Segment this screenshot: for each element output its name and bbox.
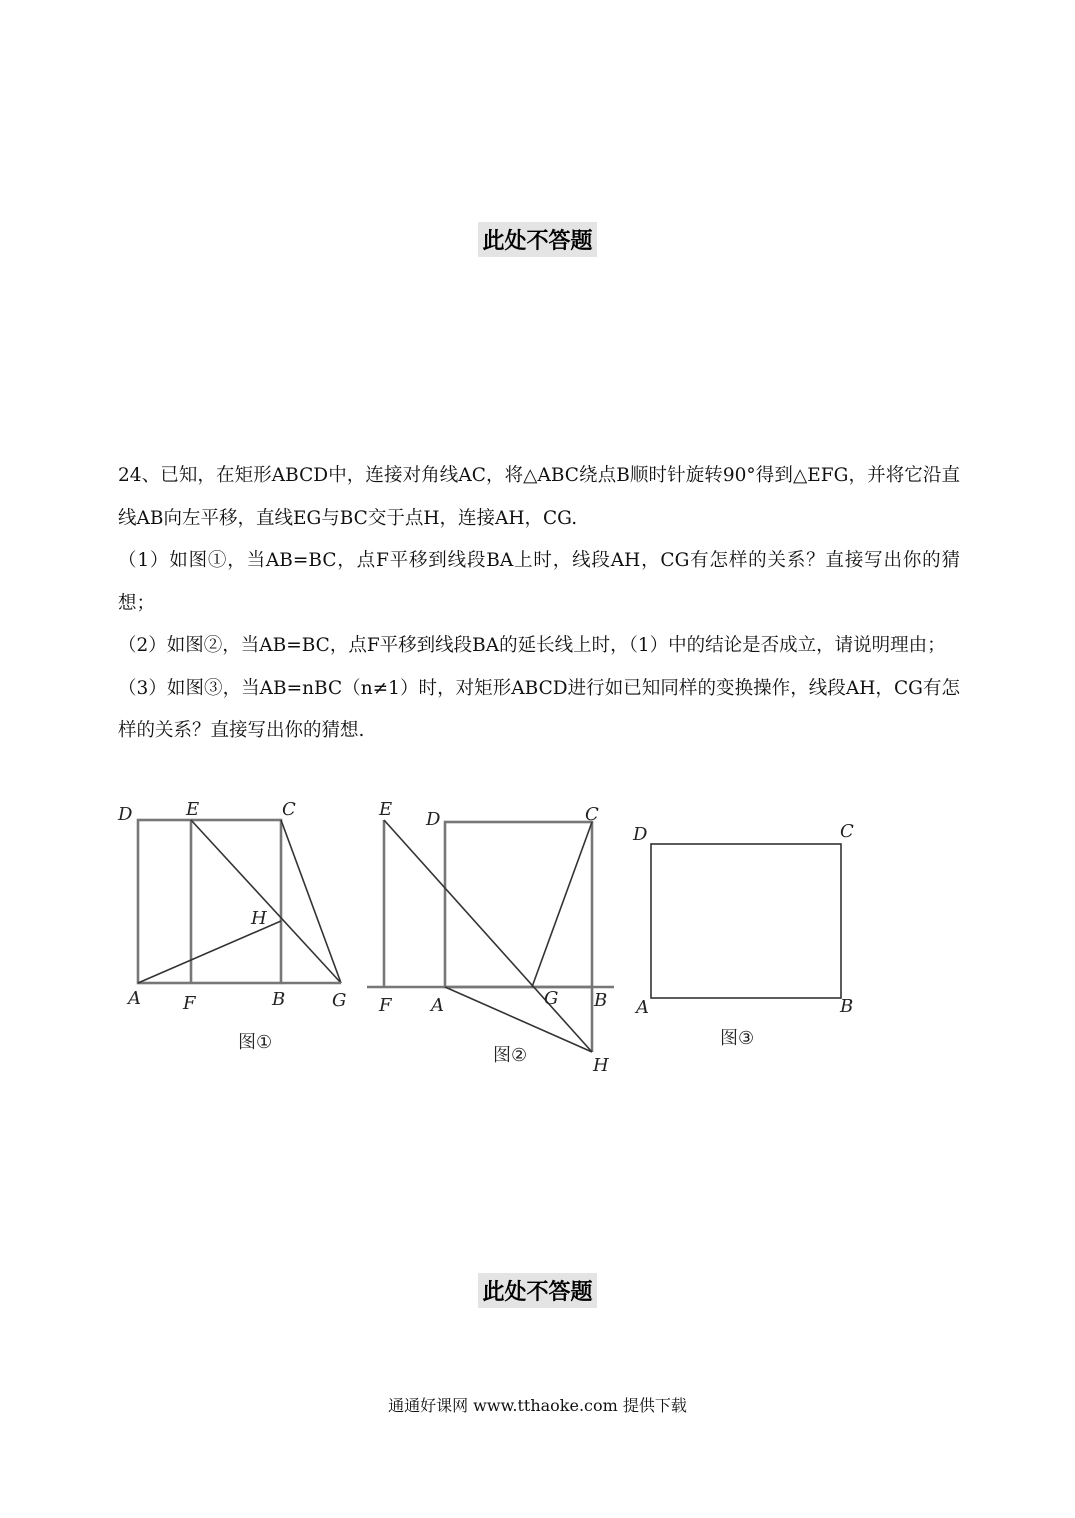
figure-2 <box>367 799 614 1076</box>
question-3: （3）如图③，当AB=nBC（n≠1）时，对矩形ABCD进行如已知同样的变换操作，线段AH，CG有怎样的关系？直接写出你的猜想. <box>118 677 960 741</box>
fig1-label-c: C <box>282 799 296 820</box>
page-footer: 通通好课网 www.tthaoke.com 提供下载 <box>388 1396 687 1415</box>
fig2-rect-abcd <box>445 822 592 987</box>
banner-text: 此处不答题 <box>478 222 596 257</box>
fig1-label-g: G <box>332 990 347 1011</box>
figure-1 <box>117 799 346 1053</box>
bottom-banner <box>0 1273 1075 1308</box>
problem-stem: 24、已知，在矩形ABCD中，连接对角线AC，将△ABC绕点B顺时针旋转90°得到△EFG，并将它沿直线AB向左平移，直线EG与BC交于点H，连接AH，CG. <box>118 465 960 529</box>
fig2-label-d: D <box>426 809 441 830</box>
top-banner <box>0 222 1075 257</box>
banner-text: 此处不答题 <box>478 1273 596 1308</box>
fig1-label-a: A <box>128 988 141 1009</box>
fig1-segment-cg <box>281 820 341 983</box>
fig1-rect-abcd <box>138 820 281 983</box>
fig1-label-e: E <box>186 799 200 820</box>
fig2-label-a: A <box>431 995 444 1016</box>
fig2-label-b: B <box>594 990 608 1011</box>
question-2: （2）如图②，当AB=BC，点F平移到线段BA的延长线上时，（1）中的结论是否成立，请说明理由； <box>118 635 946 656</box>
fig3-caption: 图③ <box>720 1028 755 1049</box>
fig2-label-e: E <box>379 799 393 820</box>
fig1-label-b: B <box>272 989 286 1010</box>
fig2-label-c: C <box>585 804 599 825</box>
figure-3 <box>632 821 854 1049</box>
fig3-label-d: D <box>633 824 648 845</box>
fig3-label-b: B <box>840 996 854 1017</box>
fig1-caption: 图① <box>238 1032 273 1053</box>
fig2-caption: 图② <box>493 1045 528 1066</box>
fig2-label-g: G <box>544 988 559 1009</box>
fig2-label-f: F <box>379 995 392 1016</box>
fig3-label-c: C <box>840 821 854 842</box>
fig2-segment-eh <box>384 820 592 1052</box>
problem-24 <box>118 455 960 753</box>
fig1-label-f: F <box>183 993 196 1014</box>
fig3-label-a: A <box>636 997 649 1018</box>
fig1-label-d: D <box>118 804 133 825</box>
fig1-segment-ah <box>138 921 281 983</box>
fig2-segment-ah <box>445 987 592 1052</box>
fig3-rect-abcd <box>651 844 841 998</box>
question-1: （1）如图①，当AB=BC，点F平移到线段BA上时，线段AH，CG有怎样的关系？直接写出你的猜想； <box>118 550 960 614</box>
fig1-label-h: H <box>251 908 267 929</box>
fig1-segment-eg <box>191 820 341 983</box>
fig2-label-h: H <box>593 1055 609 1076</box>
fig2-segment-cg <box>532 822 592 987</box>
